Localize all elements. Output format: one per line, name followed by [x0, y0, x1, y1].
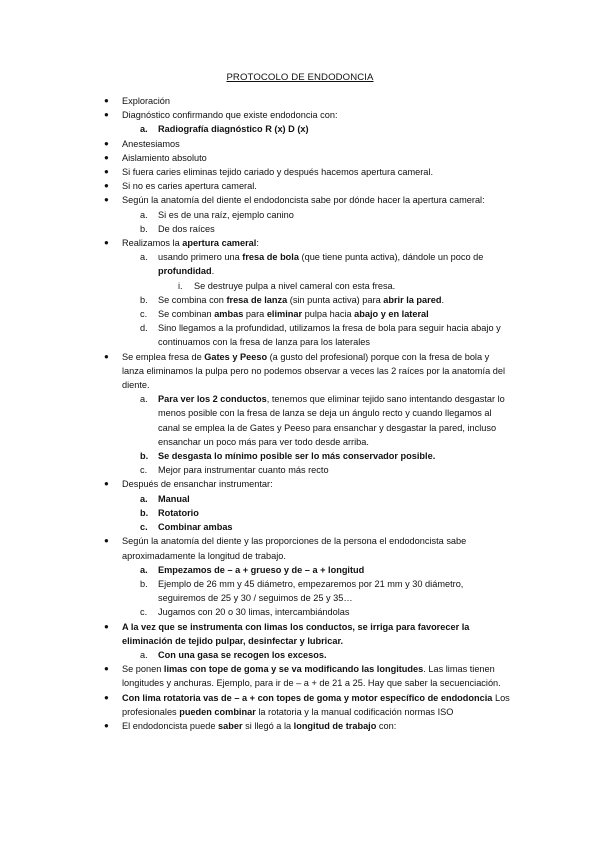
page-title: PROTOCOLO DE ENDODONCIA — [226, 72, 374, 83]
list-marker: c. — [140, 607, 148, 618]
list-marker: a. — [140, 124, 148, 135]
bullet-icon: ● — [104, 110, 109, 120]
bullet-icon: ● — [104, 96, 109, 105]
sub-list-item: c. Se combinan ambas para eliminar pulpa hacia abajo y en lateral — [0, 307, 600, 321]
sub-list-item: b. Ejemplo de 26 mm y 45 diámetro, empezaremos por 21 mm y 30 diámetro, seguiremos de 25 y 30 / seguimos de 25 y 35… — [140, 578, 464, 604]
bullet-icon: ● — [104, 181, 109, 191]
bullet-icon: ● — [104, 621, 109, 631]
list-item: ● Exploración — [0, 94, 600, 108]
bullet-icon: ● — [104, 479, 109, 489]
bullet-icon: ● — [104, 692, 109, 702]
list-marker: b. — [140, 294, 148, 305]
list-marker: a. — [140, 252, 148, 263]
list-item: ● El endodoncista puede saber si llegó a la longitud de trabajo con: — [0, 719, 600, 733]
list-marker: b. — [140, 223, 148, 234]
list-item: ● Después de ensanchar instrumentar: — [0, 477, 600, 491]
list-marker: a. — [140, 649, 148, 660]
bullet-icon: ● — [104, 238, 109, 248]
sub-list-item: a. usando primero una fresa de bola (que tiene punta activa), dándole un poco de profundidad. — [140, 252, 484, 277]
list-marker: c. — [140, 309, 148, 320]
list-marker: c. — [140, 522, 148, 533]
list-marker: i. — [178, 280, 183, 291]
list-item: ● Diagnóstico confirmando que existe endodoncia con: — [0, 108, 600, 122]
list-marker: b. — [140, 451, 149, 462]
sub-list-item: a. Si es de una raíz, ejemplo canino — [0, 208, 600, 222]
list-item: ● Con lima rotatoria vas de – a + con topes de goma y motor específico de endodoncia Los profesionales pueden combinar la rotatoria y la manual codificación normas ISO — [104, 692, 510, 717]
sub-list-item: a. Empezamos de – a + grueso y de – a + longitud — [0, 563, 600, 577]
list-marker: d. — [140, 323, 148, 334]
bullet-icon: ● — [104, 195, 109, 205]
list-marker: c. — [140, 465, 148, 476]
sub-list-item: b. Rotatorio — [0, 506, 600, 520]
sub-list-item: a. Manual — [0, 492, 600, 506]
bullet-icon: ● — [104, 720, 109, 730]
sub-list-item: a. Para ver los 2 conductos, tenemos que eliminar tejido sano intentando desgastar lo menos posible con la fresa de lanza se deja un ángulo recto y cuando llegamos al canal se emplea la de Gates y Peeso para ensanchar y desgastar la pared, incluso ensanchar un poco más para ver todo desde arriba. — [140, 394, 505, 447]
sub-list-item: d. Sino llegamos a la profundidad, utilizamos la fresa de bola para seguir hacia abajo y continuamos con la fresa de lanza para los laterales — [140, 323, 501, 348]
bullet-icon: ● — [104, 664, 109, 674]
bullet-icon: ● — [104, 138, 109, 148]
list-item: ● Si no es caries apertura cameral. — [0, 179, 600, 193]
list-item: ● Anestesiamos — [0, 137, 600, 151]
list-item: ● Se ponen limas con tope de goma y se va modificando las longitudes. Las limas tienen longitudes y anchuras. Ejemplo, para ir de – a + de 21 a 25. Hay que saber la secuenciación. — [104, 664, 501, 689]
list-item: ● Según la anatomía del diente y las proporciones de la persona el endodoncista sabe aproximadamente la longitud de trabajo. — [104, 536, 467, 561]
list-item: ● Si fuera caries eliminas tejido cariado y después hacemos apertura cameral. — [0, 165, 600, 179]
bullet-icon: ● — [104, 351, 109, 361]
list-marker: a. — [140, 493, 148, 504]
sub-list-item: b. Se combina con fresa de lanza (sin punta activa) para abrir la pared. — [0, 293, 600, 307]
list-marker: b. — [140, 578, 148, 589]
list-item: ● Aislamiento absoluto — [0, 151, 600, 165]
list-item: ● Realizamos la apertura cameral: — [0, 236, 600, 250]
list-marker: a. — [140, 394, 148, 405]
list-marker: b. — [140, 507, 149, 518]
sub-list-item: c. Jugamos con 20 o 30 limas, intercambiándolas — [0, 605, 600, 619]
bullet-icon: ● — [104, 152, 109, 162]
sub-list-item: b. De dos raíces — [0, 222, 600, 236]
protocol-list — [0, 94, 600, 733]
sub-sub-list-item: i. Se destruye pulpa a nivel cameral con esta fresa. — [0, 279, 600, 293]
sub-list-item: b. Se desgasta lo mínimo posible ser lo más conservador posible. — [0, 449, 600, 463]
list-marker: a. — [140, 564, 148, 575]
bullet-icon: ● — [104, 536, 109, 546]
list-marker: a. — [140, 209, 148, 220]
sub-list-item: a. Radiografía diagnóstico R (x) D (x) — [0, 122, 600, 136]
list-item: ● Según la anatomía del diente el endodoncista sabe por dónde hacer la apertura cameral: — [0, 193, 600, 207]
list-item: ● Se emplea fresa de Gates y Peeso (a gusto del profesional) porque con la fresa de bola y lanza eliminamos la pulpa pero no podemos observar a veces las 2 raíces por la anatomía del diente. — [104, 351, 506, 391]
sub-list-item: c. Mejor para instrumentar cuanto más recto — [0, 463, 600, 477]
bullet-icon: ● — [104, 167, 109, 177]
sub-list-item: c. Combinar ambas — [0, 520, 600, 534]
sub-list-item: a. Con una gasa se recogen los excesos. — [0, 648, 600, 662]
list-item: ● A la vez que se instrumenta con limas los conductos, se irriga para favorecer la eliminación de tejido pulpar, desinfectar y lubricar. — [104, 621, 470, 646]
